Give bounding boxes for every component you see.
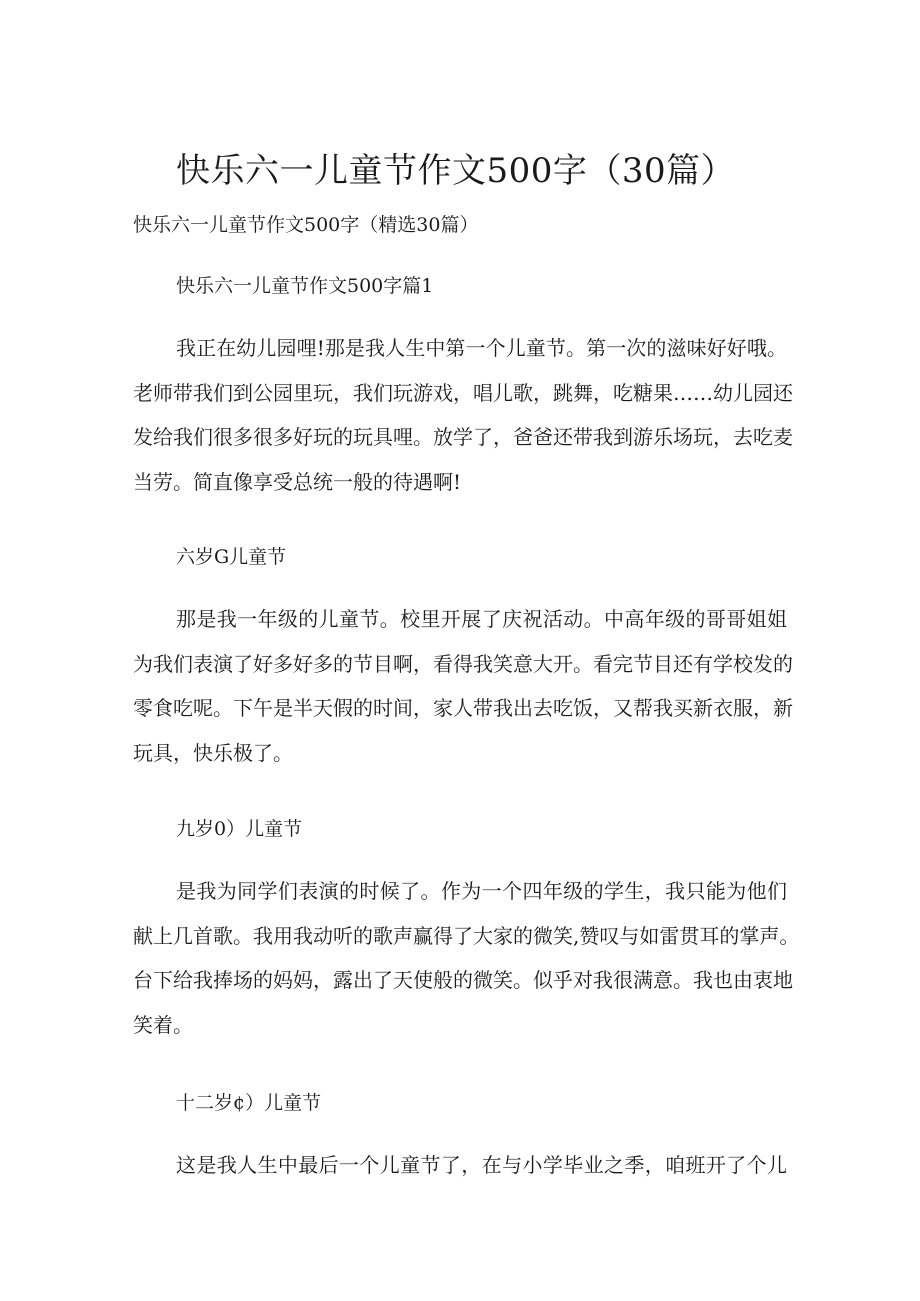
paragraph-line: 发给我们很多很多好玩的玩具哩。放学了，爸爸还带我到游乐场玩，去吃麦 (133, 425, 793, 449)
section-heading-4: 十二岁¢）儿童节 (176, 1092, 322, 1114)
section-paragraph-2 (133, 597, 793, 775)
paragraph-line: 是我为同学们表演的时候了。作为一个四年级的学生，我只能为他们 (176, 879, 787, 903)
paragraph-line: 为我们表演了好多好多的节目啊，看得我笑意大开。看完节目还有学校发的 (133, 651, 793, 676)
paragraph-line: 笑着。 (133, 1012, 193, 1037)
paragraph-line: 我正在幼儿园哩!那是我人生中第一个儿童节。第一次的滋味好好哦。 (176, 336, 787, 360)
paragraph-line: 献上几首歌。我用我动听的歌声赢得了大家的微笑,赞叹与如雷贯耳的掌声。 (133, 923, 800, 948)
paragraph-line: 那是我一年级的儿童节。校里开展了庆祝活动。中高年级的哥哥姐姐 (176, 607, 787, 631)
document-title: 快乐六一儿童节作文500字（30篇） (176, 151, 736, 191)
paragraph-line: 老师带我们到公园里玩，我们玩游戏，唱儿歌，跳舞，吃糖果……幼儿园还 (133, 380, 793, 405)
section-heading-1: 快乐六一儿童节作文500字篇1 (176, 275, 434, 297)
section-paragraph-4 (133, 1143, 787, 1188)
document-subtitle: 快乐六一儿童节作文500字（精选30篇） (133, 214, 479, 236)
section-heading-3: 九岁0）儿童节 (176, 818, 303, 840)
paragraph-line: 零食吃呢。下午是半天假的时间，家人带我出去吃饭，又帮我买新衣服，新 (133, 696, 793, 720)
section-heading-2: 六岁G儿童节 (176, 546, 287, 568)
section-paragraph-3 (133, 869, 800, 1047)
paragraph-line: 当劳。简直像享受总统一般的待遇啊! (133, 469, 462, 494)
section-paragraph-1 (133, 326, 793, 504)
paragraph-line: 玩具，快乐极了。 (133, 740, 293, 765)
paragraph-line: 台下给我捧场的妈妈，露出了天使般的微笑。似乎对我很满意。我也由衷地 (133, 968, 793, 992)
paragraph-line: 这是我人生中最后一个儿童节了，在与小学毕业之季，咱班开了个儿 (176, 1153, 787, 1177)
